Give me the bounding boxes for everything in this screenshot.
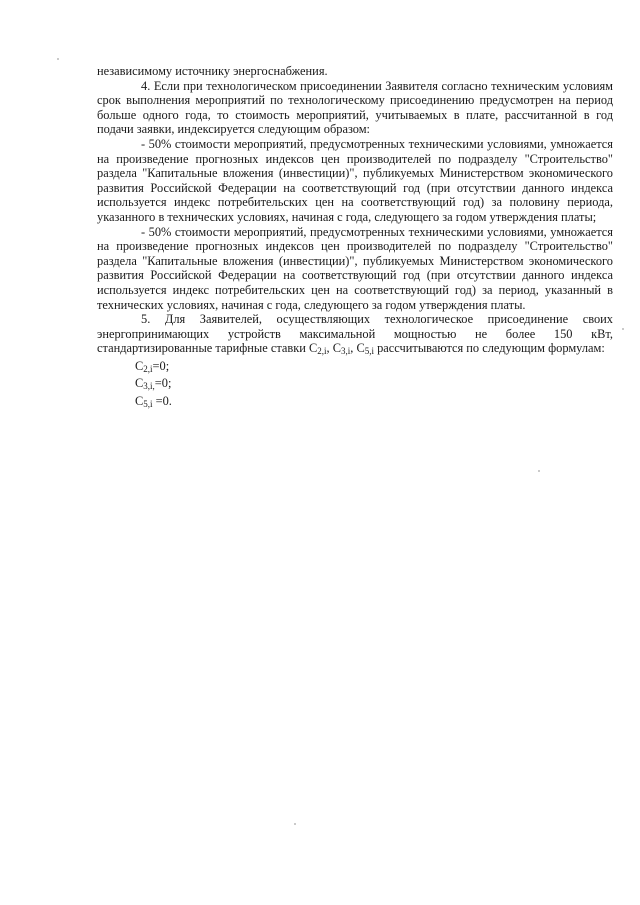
separator-2: , C	[350, 341, 365, 356]
formula-c5-base: C	[135, 394, 144, 409]
formula-c2-base: C	[135, 358, 144, 373]
formula-c5	[97, 394, 613, 412]
document-body	[97, 64, 613, 412]
scan-speck	[538, 470, 540, 472]
paragraph-5-text-before: 5. Для Заявителей, осуществляющих технологическое присоединение своих энергопринимающих устройств максимальной мощностью не более 150 кВт, стандартизированные тарифные ставки C	[97, 312, 613, 356]
paragraph-4: 4. Если при технологическом присоединении Заявителя согласно техническим условиям срок выполнения мероприятий по технологическому присоединению предусмотрен на период больше одного года, то стоимость мероприятий, учитываемых в плате, рассчитанной в год подачи заявки, индексируется следующим образом:	[97, 78, 613, 137]
formula-c3-subscript: 3,i,	[143, 381, 155, 392]
paragraph-continuation: независимому источнику энергоснабжения.	[97, 64, 328, 78]
scan-speck	[622, 328, 624, 330]
formula-c2-subscript: 2,i	[143, 363, 153, 374]
subscript-5i: 5,i	[364, 346, 375, 357]
subscript-2i: 2,i	[317, 346, 327, 357]
paragraph-5-text-after: рассчитываются по следующим формулам:	[374, 341, 605, 356]
formula-c5-subscript: 5,i	[143, 399, 153, 410]
subscript-3i: 3,i	[341, 346, 351, 357]
bullet-item-1: - 50% стоимости мероприятий, предусмотренных техническими условиями, умножается на произведение прогнозных индексов цен производителей по подразделу "Строительство" раздела "Капитальные вложения (инвестиции)", публикуемых Министерством экономического развития Российской Федерации на соответствующий год (при отсутствии данного индекса используется индекс потребительских цен на соответствующий год) за половину периода, указанного в технических условиях, начиная с года, следующего за годом утверждения платы;	[97, 136, 613, 224]
scan-speck	[57, 58, 59, 60]
formula-c5-value: =0.	[152, 394, 172, 409]
formula-c3-base: C	[135, 376, 144, 391]
formula-c2	[97, 359, 613, 377]
formula-c2-value: =0;	[152, 358, 170, 373]
paragraph-5	[97, 312, 613, 359]
separator-1: , C	[326, 341, 342, 356]
formula-c3-value: =0;	[154, 376, 172, 391]
scan-speck	[294, 823, 296, 825]
formula-c3	[97, 376, 613, 394]
bullet-item-2: - 50% стоимости мероприятий, предусмотренных техническими условиями, умножается на произведение прогнозных индексов цен производителей по подразделу "Строительство" раздела "Капитальные вложения (инвестиции)", публикуемых Министерством экономического развития Российской Федерации на соответствующий год (при отсутствии данного индекса используется индекс потребительских цен на соответствующий год) за период, указанный в технических условиях, начиная с года, следующего за годом утверждения платы.	[97, 224, 613, 312]
